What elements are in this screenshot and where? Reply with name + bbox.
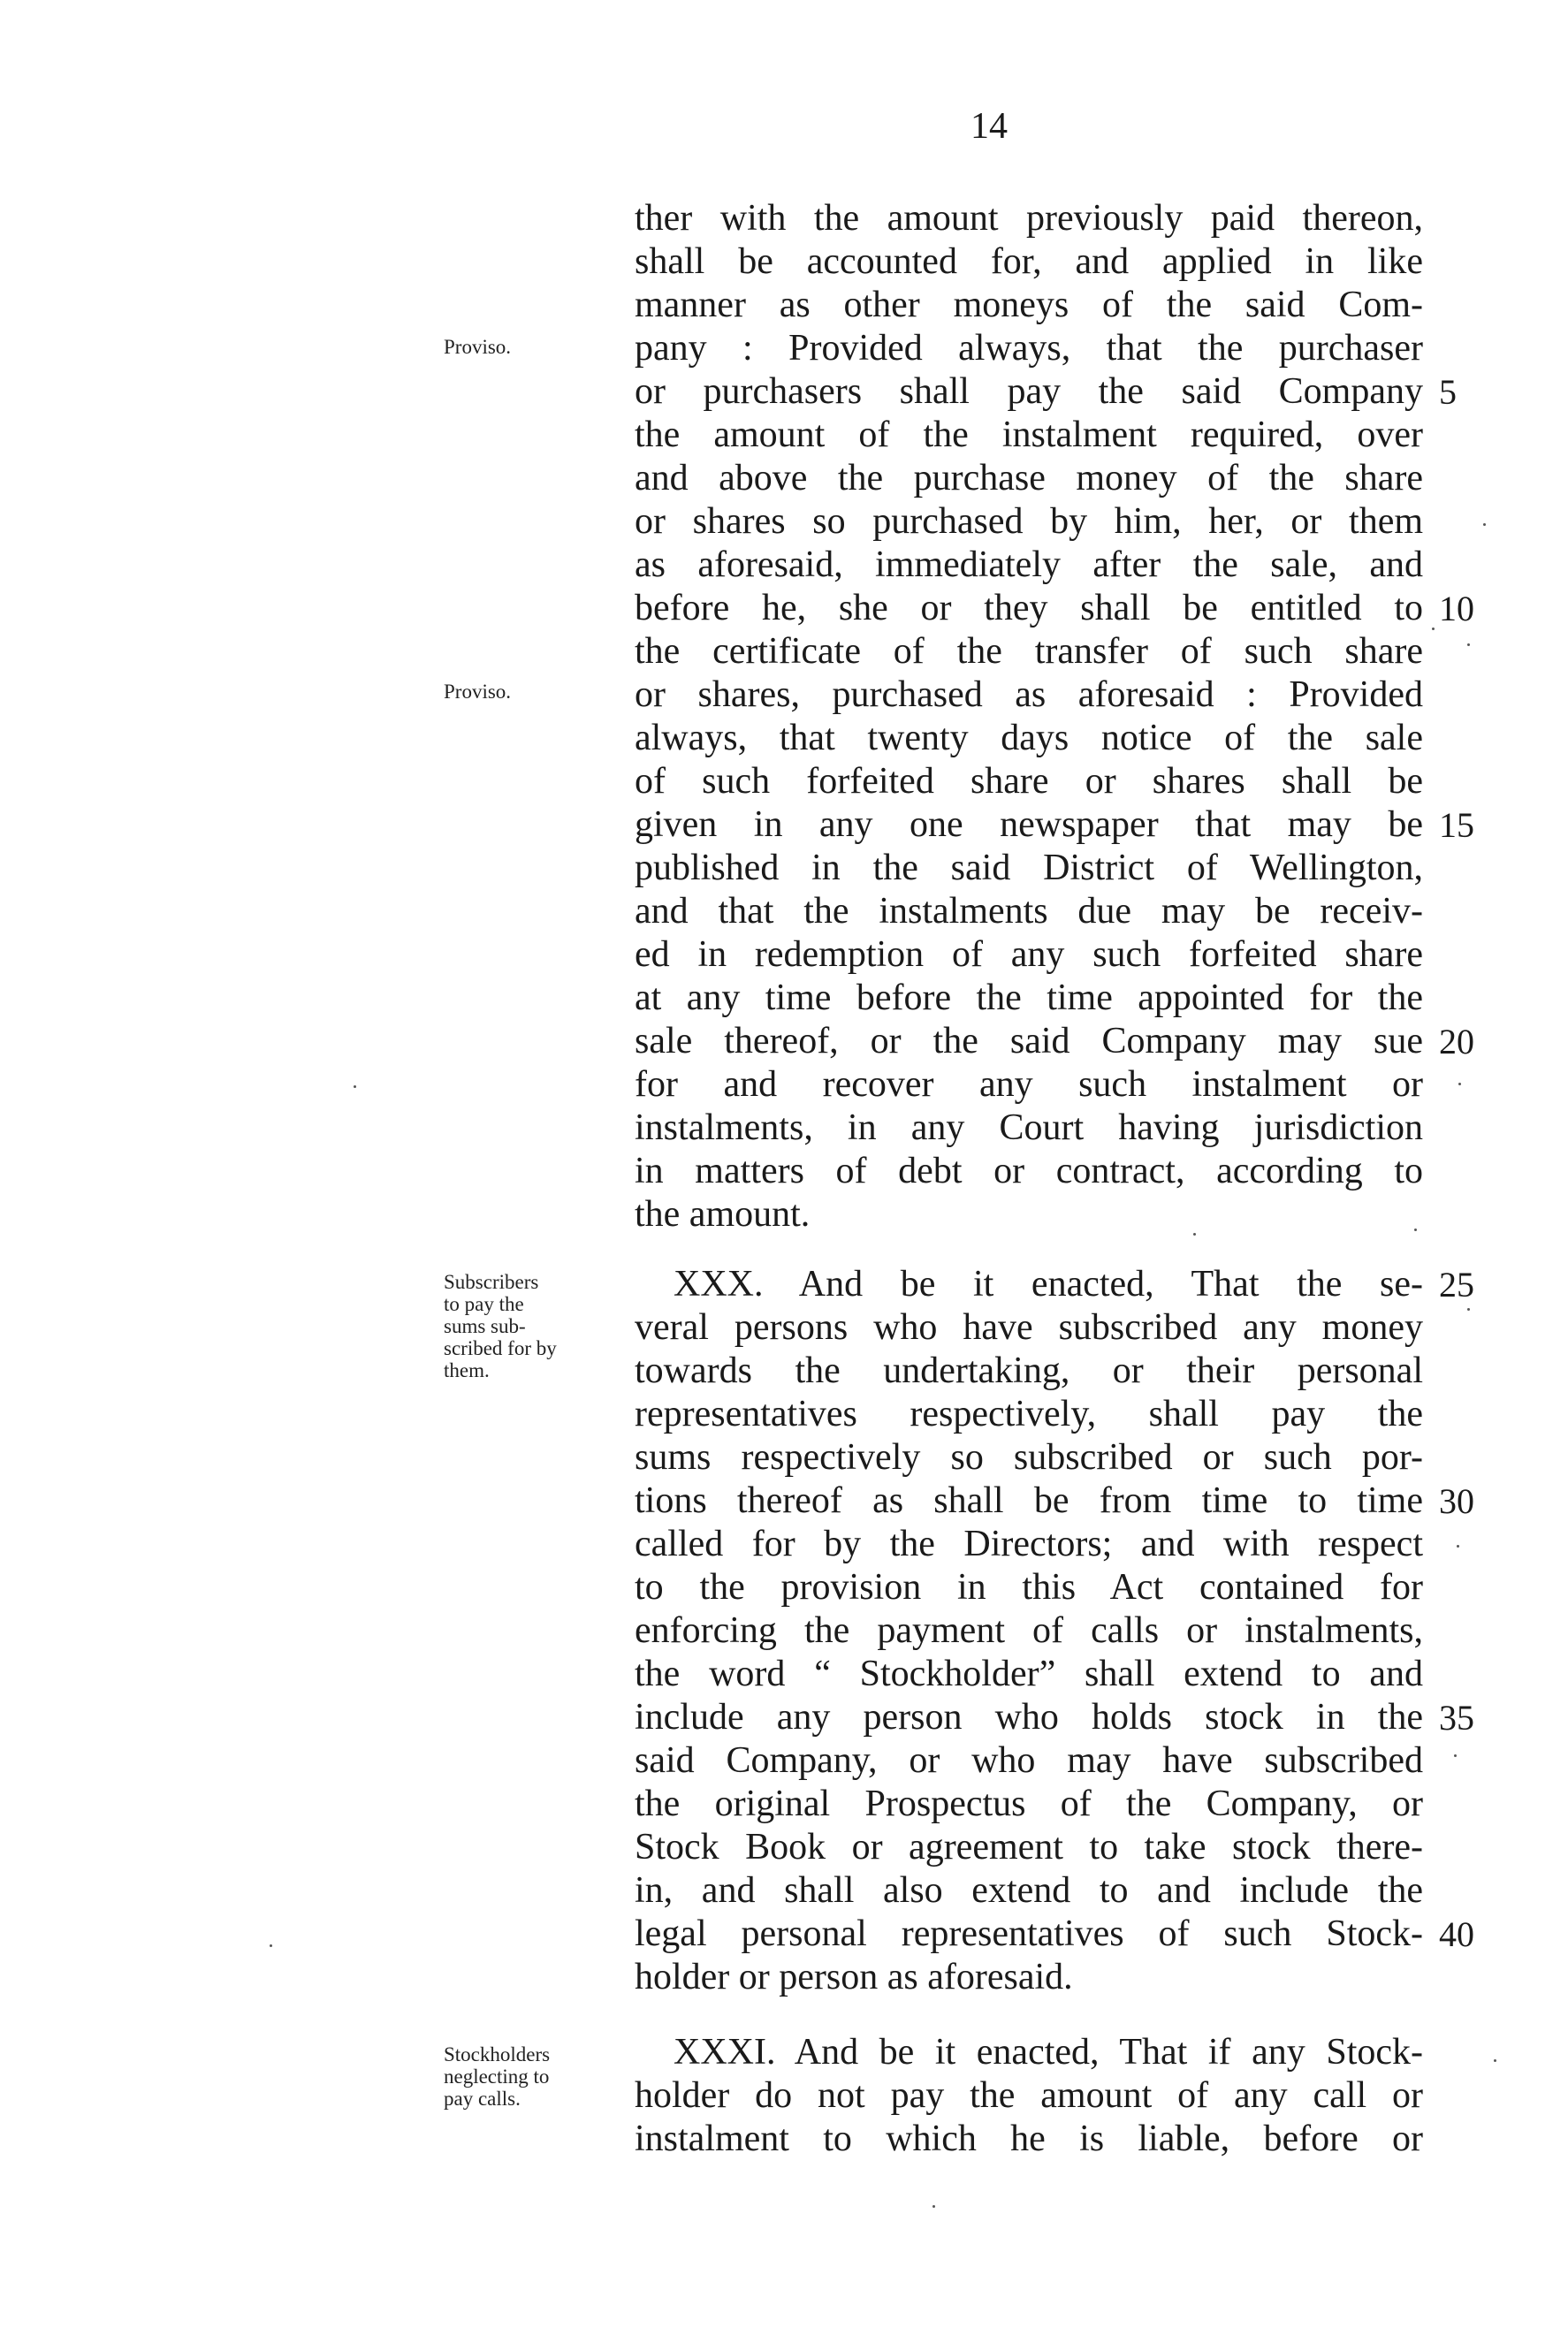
text-line: manner as other moneys of the said Com- [635,285,1423,325]
line-number: 25 [1439,1265,1474,1305]
text-line: the amount of the instalment required, over [635,415,1423,455]
margin-note-line: them. [444,1359,490,1381]
scan-speck [1414,1229,1417,1231]
text-line: before he, she or they shall be entitled to [635,588,1423,628]
text-line: always, that twenty days notice of the sale [635,718,1423,758]
text-line: the amount. [635,1194,811,1235]
text-line: the original Prospectus of the Company, or [635,1784,1423,1824]
margin-note-line: Proviso. [444,681,512,703]
scan-speck [1454,1754,1457,1757]
text-line: ther with the amount previously paid thereon, [635,198,1423,239]
line-number: 10 [1439,589,1474,628]
scan-speck [1467,643,1470,646]
line-number: 5 [1439,372,1457,412]
text-line: enforcing the payment of calls or instalments, [635,1610,1423,1651]
text-line: or shares so purchased by him, her, or them [635,501,1423,542]
line-number: 30 [1439,1481,1474,1521]
text-line: at any time before the time appointed for the [635,978,1423,1018]
line-number: 20 [1439,1022,1474,1061]
text-line: published in the said District of Wellington, [635,848,1423,888]
text-line: instalment to which he is liable, before or [635,2119,1423,2159]
text-line: or shares, purchased as aforesaid : Provided [635,674,1423,715]
section-heading-line: XXX. And be it enacted, That the se- [674,1264,1423,1305]
line-number: 40 [1439,1914,1474,1954]
margin-note-proviso-1 [444,336,620,358]
text-line: towards the undertaking, or their personal [635,1350,1423,1391]
text-line: or purchasers shall pay the said Company [635,371,1423,412]
text-line: ed in redemption of any such forfeited share [635,934,1423,975]
scan-speck [270,1944,272,1947]
line-number: 15 [1439,805,1474,845]
text-line: in, and shall also extend to and include the [635,1870,1423,1911]
margin-note-proviso-2 [444,681,620,703]
margin-note-line: Proviso. [444,336,512,358]
page-number: 14 [970,106,1008,147]
scan-speck [1457,1545,1459,1548]
text-line: called for by the Directors; and with respect [635,1524,1423,1564]
scan-speck [1483,523,1486,526]
margin-note-line: scribed for by [444,1337,557,1359]
text-line: said Company, or who may have subscribed [635,1740,1423,1781]
margin-note-line: Subscribers [444,1271,539,1293]
scan-speck [1458,1083,1461,1085]
text-line: given in any one newspaper that may be [635,804,1423,845]
text-line: pany : Provided always, that the purchaser [635,328,1423,369]
margin-note-line: pay calls. [444,2088,521,2110]
scan-speck [354,1085,356,1088]
section-heading-line: XXXI. And be it enacted, That if any Stock- [674,2032,1423,2073]
text-line: Stock Book or agreement to take stock there- [635,1827,1423,1868]
scan-speck [932,2205,935,2208]
text-line: tions thereof as shall be from time to time [635,1480,1423,1521]
scan-speck [1432,628,1435,630]
text-line: veral persons who have subscribed any money [635,1307,1423,1348]
margin-note-line: Stockholders [444,2043,551,2065]
text-line: legal personal representatives of such Stock- [635,1913,1423,1954]
text-line: the certificate of the transfer of such share [635,631,1423,672]
margin-note-stockholders [444,2043,620,2110]
margin-note-line: to pay the [444,1293,524,1315]
text-line: for and recover any such instalment or [635,1064,1423,1105]
text-line: holder do not pay the amount of any call or [635,2075,1423,2116]
text-line: and that the instalments due may be receiv- [635,891,1423,932]
margin-note-line: neglecting to [444,2065,550,2088]
text-line: to the provision in this Act contained for [635,1567,1423,1608]
text-line: of such forfeited share or shares shall be [635,761,1423,802]
text-line: and above the purchase money of the share [635,458,1423,498]
margin-note-subscribers [444,1271,620,1381]
scan-speck [1193,1233,1196,1236]
text-line: holder or person as aforesaid. [635,1957,1073,1997]
line-number: 35 [1439,1698,1474,1738]
text-line: sale thereof, or the said Company may sue [635,1021,1423,1061]
text-line: the word “ Stockholder” shall extend to and [635,1654,1423,1694]
scan-speck [1494,2059,1496,2062]
margin-note-line: sums sub- [444,1315,526,1337]
text-line: sums respectively so subscribed or such por- [635,1437,1423,1478]
text-line: as aforesaid, immediately after the sale, and [635,544,1423,585]
text-line: include any person who holds stock in the [635,1697,1423,1738]
text-line: in matters of debt or contract, according to [635,1151,1423,1191]
scan-speck [1467,1308,1470,1311]
text-line: shall be accounted for, and applied in like [635,241,1423,282]
text-line: representatives respectively, shall pay the [635,1394,1423,1434]
text-line: instalments, in any Court having jurisdiction [635,1107,1423,1148]
